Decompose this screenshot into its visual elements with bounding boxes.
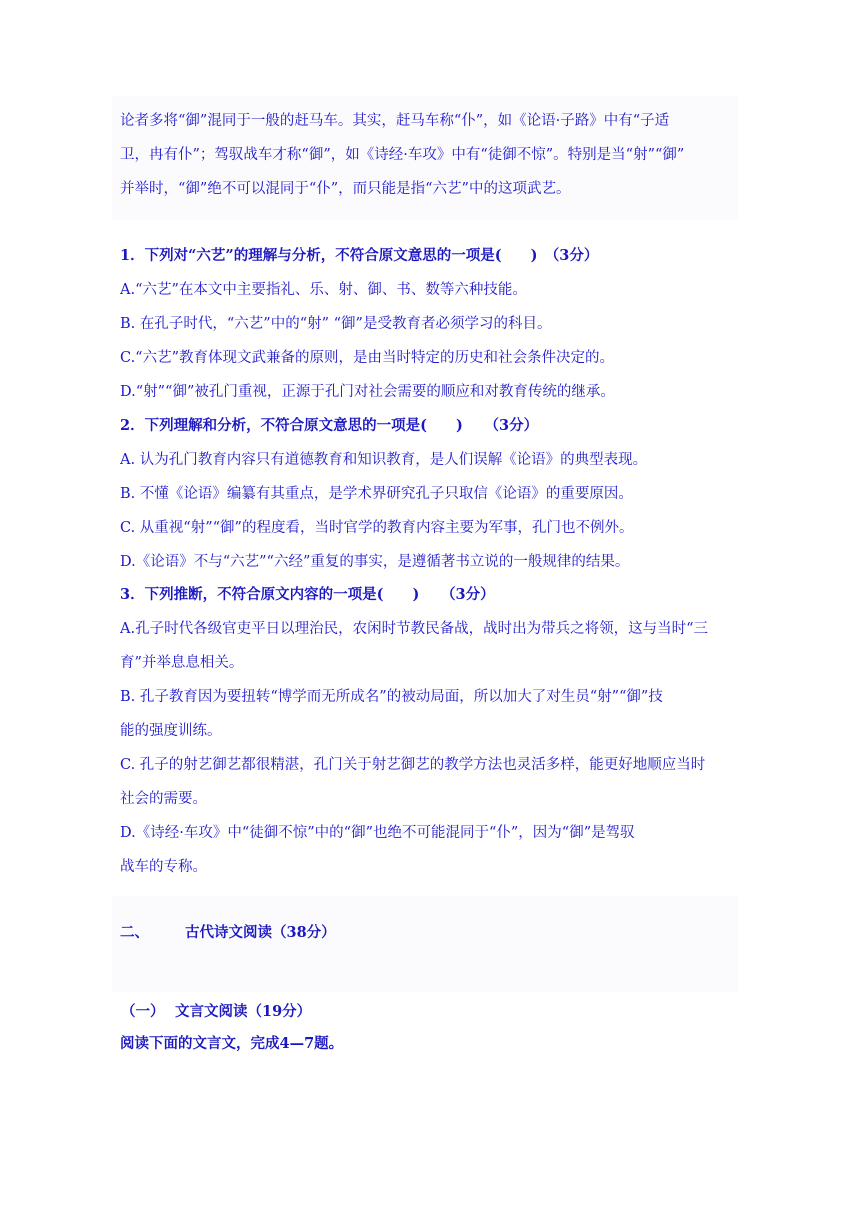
subsection-label: （一） [121,1003,165,1020]
passage-line: 论者多将“御”混同于一般的赶马车。其实，赶马车称“仆”，如《论语·子路》中有“子适 [120,113,670,129]
section-number: 二、 [120,924,149,941]
question-stem: 3．下列推断，不符合原文内容的一项是( ) （3分） [120,586,495,603]
option-d: D.《诗经·车攻》中“徒御不惊”中的“御”也绝不可能混同于“仆”，因为“御”是驾驭 [120,825,635,841]
section-background [112,896,738,992]
option-a: A.孔子时代各级官吏平日以理治民，农闲时节教民备战，战时出为带兵之将领，这与当时“三 [120,621,708,637]
option-a-continued: 育”并举息息相关。 [120,655,244,671]
passage-line: 卫，冉有仆”；驾驭战车才称“御”，如《诗经·车攻》中有“徒御不惊”。特别是当“射”“御” [120,147,685,163]
option-c: C. 从重视“射”“御”的程度看，当时官学的教育内容主要为军事，孔门也不例外。 [120,520,634,536]
option-a: A. 认为孔门教育内容只有道德教育和知识教育，是人们误解《论语》的典型表现。 [120,452,648,468]
option-c: C. 孔子的射艺御艺都很精湛，孔门关于射艺御艺的教学方法也灵活多样，能更好地顺应当时 [120,757,706,773]
option-b-continued: 能的强度训练。 [120,723,222,739]
question-stem: 1．下列对“六艺”的理解与分析，不符合原文意思的一项是( ) （3分） [120,247,599,264]
passage-line: 并举时，“御”绝不可以混同于“仆”，而只能是指“六艺”中的这项武艺。 [120,181,571,197]
option-a: A.“六艺”在本文中主要指礼、乐、射、御、书、数等六种技能。 [120,282,527,298]
option-b: B. 孔子教育因为要扭转“博学而无所成名”的被动局面，所以加大了对生员“射”“御”技 [120,689,663,705]
section-title: 古代诗文阅读（38分） [185,924,336,941]
option-d-continued: 战车的专称。 [120,859,207,875]
option-c: C.“六艺”教育体现文武兼备的原则，是由当时特定的历史和社会条件决定的。 [120,350,615,366]
option-d: D.“射”“御”被孔门重视，正源于孔门对社会需要的顺应和对教育传统的继承。 [120,384,615,400]
question-stem: 2．下列理解和分析，不符合原文意思的一项是( ) （3分） [120,417,539,434]
option-b: B. 不懂《论语》编纂有其重点，是学术界研究孔子只取信《论语》的重要原因。 [120,486,633,502]
option-c-continued: 社会的需要。 [120,791,207,807]
instruction-text: 阅读下面的文言文，完成4—7题。 [120,1035,344,1052]
option-b: B. 在孔子时代，“六艺”中的“射” “御”是受教育者必须学习的科目。 [120,316,552,332]
subsection-title: 文言文阅读（19分） [175,1003,312,1020]
option-d: D.《论语》不与“六艺”“六经”重复的事实，是遵循著书立说的一般规律的结果。 [120,554,630,570]
